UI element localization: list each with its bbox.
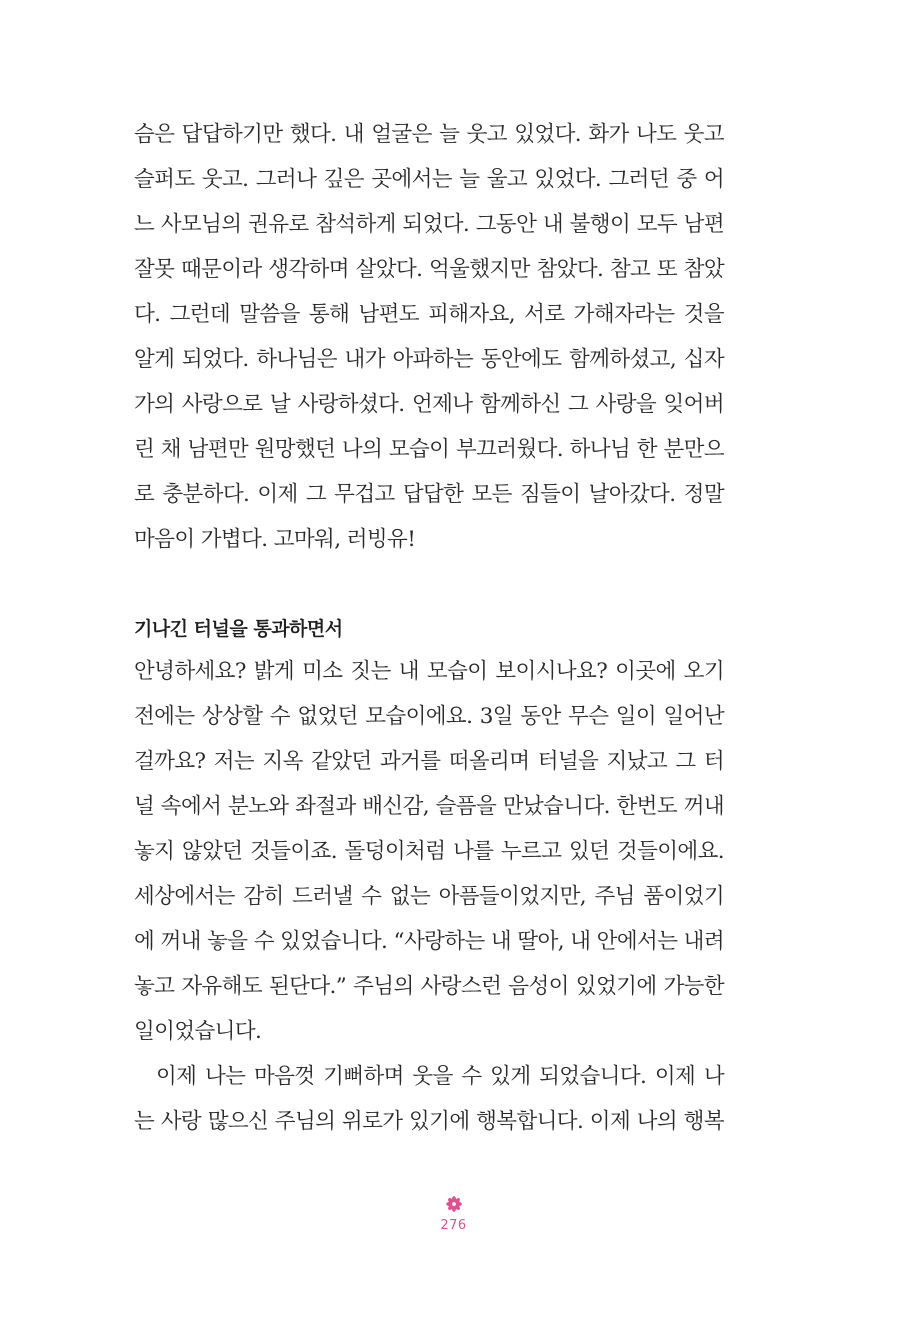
paragraph-line: 슴은 답답하기만 했다. 내 얼굴은 늘 웃고 있었다. 화가 나도 웃고: [134, 122, 724, 147]
page-footer: [0, 1196, 907, 1233]
paragraph-line: 안녕하세요? 밝게 미소 짓는 내 모습이 보이시나요? 이곳에 오기: [134, 659, 724, 684]
paragraph-2: [134, 649, 724, 1054]
paragraph-line: 놓고 자유해도 된단다.” 주님의 사랑스런 음성이 있었기에 가능한: [134, 974, 724, 999]
paragraph-line: 이제 나는 마음껏 기뻐하며 웃을 수 있게 되었습니다. 이제 나: [156, 1064, 724, 1089]
paragraph-line: 잘못 때문이라 생각하며 살았다. 억울했지만 참았다. 참고 또 참았: [134, 257, 724, 282]
paragraph-line: 마음이 가볍다. 고마워, 러빙유!: [134, 527, 416, 552]
paragraph-line: 느 사모님의 권유로 참석하게 되었다. 그동안 내 불행이 모두 남편: [134, 212, 724, 237]
paragraph-1: [134, 112, 724, 562]
section-title: 기나긴 터널을 통과하면서: [134, 618, 343, 640]
paragraph-line: 걸까요? 저는 지옥 같았던 과거를 떠올리며 터널을 지났고 그 터: [134, 749, 724, 774]
paragraph-line: 일이었습니다.: [134, 1019, 262, 1044]
flower-ornament-icon: [446, 1196, 462, 1212]
paragraph-line: 슬퍼도 웃고. 그러나 깊은 곳에서는 늘 울고 있었다. 그러던 중 어: [134, 167, 724, 192]
paragraph-line: 에 꺼내 놓을 수 있었습니다. “사랑하는 내 딸아, 내 안에서는 내려: [134, 929, 724, 954]
paragraph-3: [134, 1054, 724, 1144]
paragraph-line: 놓지 않았던 것들이죠. 돌덩이처럼 나를 누르고 있던 것들이에요.: [134, 839, 724, 864]
paragraph-line: 알게 되었다. 하나님은 내가 아파하는 동안에도 함께하셨고, 십자: [134, 347, 724, 372]
paragraph-line: 세상에서는 감히 드러낼 수 없는 아픔들이었지만, 주님 품이었기: [134, 884, 724, 909]
paragraph-line: 로 충분하다. 이제 그 무겁고 답답한 모든 짐들이 날아갔다. 정말: [134, 482, 724, 507]
paragraph-line: 린 채 남편만 원망했던 나의 모습이 부끄러웠다. 하나님 한 분만으: [134, 437, 724, 462]
paragraph-line: 널 속에서 분노와 좌절과 배신감, 슬픔을 만났습니다. 한번도 꺼내: [134, 794, 724, 819]
page-body: [134, 112, 724, 1144]
paragraph-line: 다. 그런데 말씀을 통해 남편도 피해자요, 서로 가해자라는 것을: [134, 302, 724, 327]
paragraph-line: 전에는 상상할 수 없었던 모습이에요. 3일 동안 무슨 일이 일어난: [134, 704, 724, 729]
paragraph-line: 는 사랑 많으신 주님의 위로가 있기에 행복합니다. 이제 나의 행복: [134, 1109, 724, 1134]
page-number: 276: [440, 1218, 467, 1233]
paragraph-line: 가의 사랑으로 날 사랑하셨다. 언제나 함께하신 그 사랑을 잊어버: [134, 392, 724, 417]
